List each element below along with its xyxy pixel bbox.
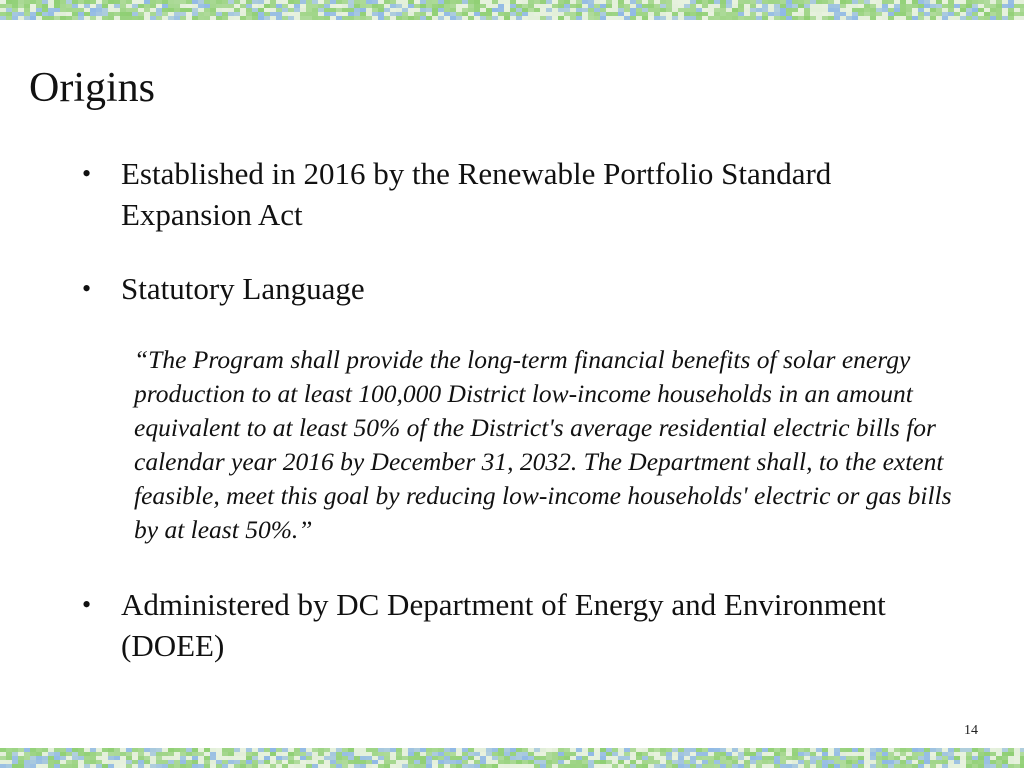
bullet-icon: •	[82, 590, 92, 619]
bullet-statutory-language	[82, 268, 942, 309]
bullet-text: Statutory Language	[121, 271, 365, 306]
bullet-icon: •	[82, 274, 92, 303]
bullet-established	[82, 153, 942, 235]
bullet-icon: •	[82, 159, 92, 188]
slide-title: Origins	[29, 65, 155, 111]
bullet-text: Established in 2016 by the Renewable Portfolio Standard Expansion Act	[121, 156, 832, 232]
statutory-quote: “The Program shall provide the long-term financial benefits of solar energy production to at least 100,000 District low-income households in an amount equivalent to at least 50% of the District's average residential electric bills for calendar year 2016 by December 31, 2032. The Department shall, to the extent feasible, meet this goal by reducing low-income households' electric or gas bills by at least 50%.”	[134, 345, 952, 544]
decorative-band-bottom	[0, 748, 1024, 768]
bullet-text: Administered by DC Department of Energy and Environment (DOEE)	[121, 587, 886, 663]
bullet-administered	[82, 584, 942, 666]
decorative-band-top	[0, 0, 1024, 20]
page-number: 14	[964, 723, 978, 738]
